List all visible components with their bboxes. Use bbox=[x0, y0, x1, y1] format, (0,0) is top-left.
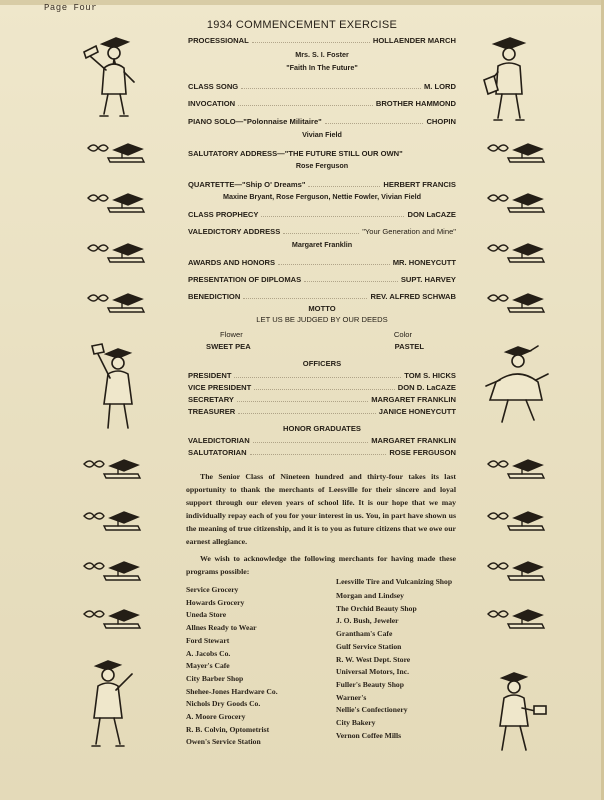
merchant-name: R. W. West Dept. Store bbox=[336, 654, 411, 664]
cap-and-diploma-icon bbox=[484, 140, 548, 166]
honor-heading: HONOR GRADUATES bbox=[283, 424, 361, 433]
roster-row bbox=[188, 407, 456, 417]
merchant-name: Warner's bbox=[336, 692, 367, 702]
roster-row bbox=[188, 371, 456, 381]
merchant-name: The Orchid Beauty Shop bbox=[336, 603, 417, 613]
program-item: PROCESSIONAL HOLLAENDER MARCH bbox=[188, 36, 456, 45]
page-title: 1934 COMMENCEMENT EXERCISE bbox=[206, 19, 398, 31]
merchant-name: A. Jacobs Co. bbox=[186, 648, 231, 658]
merchant-name: Universal Motors, Inc. bbox=[336, 667, 409, 677]
performer: Maxine Bryant, Rose Ferguson, Nettie Fowler, Vivian Field bbox=[223, 192, 421, 201]
motto-text: LET US BE JUDGED BY OUR DEEDS bbox=[256, 315, 388, 324]
graduate-waving-icon bbox=[88, 340, 144, 436]
cap-and-diploma-icon bbox=[484, 456, 548, 482]
cap-and-diploma-icon bbox=[80, 456, 144, 482]
cap-and-diploma-icon bbox=[484, 190, 548, 216]
graduate-with-scroll-icon bbox=[486, 666, 550, 756]
cap-and-diploma-icon bbox=[484, 606, 548, 632]
color-label: Color bbox=[393, 330, 412, 339]
program-item: CLASS SONG M. LORD bbox=[188, 82, 456, 91]
cap-and-diploma-icon bbox=[484, 558, 548, 584]
cap-and-diploma-icon bbox=[84, 290, 148, 316]
officers-list bbox=[188, 371, 456, 417]
cap-and-diploma-icon bbox=[84, 240, 148, 266]
merchant-name: Leesville Tire and Vulcanizing Shop bbox=[336, 577, 453, 586]
cap-and-diploma-icon bbox=[484, 508, 548, 534]
merchant-name: Owen's Service Station bbox=[186, 737, 261, 747]
flower-value: SWEET PEA bbox=[206, 342, 251, 351]
program-item: QUARTETTE—"Ship O' Dreams" HERBERT FRANCIS bbox=[188, 180, 456, 189]
merchant-name: Morgan and Lindsey bbox=[336, 591, 404, 600]
cap-and-diploma-icon bbox=[80, 606, 144, 632]
performer: Mrs. S. I. Foster bbox=[295, 50, 349, 59]
merchant-name: Service Grocery bbox=[186, 585, 239, 594]
cap-and-diploma-icon bbox=[484, 290, 548, 316]
roster-name: TOM S. HICKS bbox=[404, 371, 456, 380]
program-item: PIANO SOLO—"Polonnaise Militaire" CHOPIN bbox=[188, 117, 456, 126]
merchant-name: Shehee-Jones Hardware Co. bbox=[186, 686, 278, 696]
program-listing bbox=[188, 36, 456, 458]
roster-row bbox=[188, 448, 456, 458]
merchant-name: Uneda Store bbox=[186, 610, 227, 620]
page-label: Page Four bbox=[44, 3, 98, 13]
cap-and-diploma-icon bbox=[84, 140, 148, 166]
performer: Margaret Franklin bbox=[291, 240, 353, 249]
merchant-name: Howards Grocery bbox=[186, 597, 245, 607]
cap-and-diploma-icon bbox=[80, 508, 144, 534]
motto-heading: MOTTO bbox=[308, 304, 336, 313]
program-item: VALEDICTORY ADDRESS "Your Generation and Mine" bbox=[188, 227, 456, 236]
flower-color-labels bbox=[188, 330, 456, 340]
roster-role: SECRETARY bbox=[188, 395, 234, 404]
merchant-name: Ford Stewart bbox=[186, 635, 230, 645]
roster-name: MARGARET FRANKLIN bbox=[371, 395, 456, 404]
graduate-reading-icon bbox=[480, 32, 538, 128]
merchants-left-column bbox=[186, 584, 331, 749]
roster-name: JANICE HONEYCUTT bbox=[378, 407, 456, 416]
cap-and-diploma-icon bbox=[484, 240, 548, 266]
merchants-right-column bbox=[336, 577, 461, 742]
thanks-paragraph: The Senior Class of Nineteen hundred and thirty-four takes its last opportunity to thank the merchants of Leesville for their sincere and loyal support through our eleven years of school life. It is our hope that we may individually repay each of you for your interest in us. You, in part have shown us the meaning of true citizenship, and it is to you as future citizens that we owe our earnest allegiance. bbox=[186, 472, 456, 546]
merchant-name: City Barber Shop bbox=[186, 673, 244, 683]
program-item: AWARDS AND HONORS MR. HONEYCUTT bbox=[188, 258, 456, 267]
graduate-pointing-icon bbox=[84, 654, 144, 758]
color-value: PASTEL bbox=[394, 342, 424, 351]
merchant-name: City Bakery bbox=[336, 718, 376, 728]
roster-name: ROSE FERGUSON bbox=[389, 448, 456, 457]
graduate-dancing-icon bbox=[480, 342, 552, 428]
subtitle: "Faith In The Future" bbox=[286, 63, 358, 72]
merchant-name: Allnes Ready to Wear bbox=[186, 623, 257, 633]
program-item: PRESENTATION OF DIPLOMAS SUPT. HARVEY bbox=[188, 275, 456, 284]
merchant-name: Gulf Service Station bbox=[336, 641, 402, 651]
program-item: BENEDICTION REV. ALFRED SCHWAB bbox=[188, 292, 456, 301]
merchant-name: Nichols Dry Goods Co. bbox=[186, 699, 261, 709]
merchant-name: Nellie's Confectionery bbox=[336, 705, 408, 715]
program-item: CLASS PROPHECY DON LaCAZE bbox=[188, 210, 456, 219]
merchant-name: Mayer's Cafe bbox=[186, 661, 230, 671]
roster-row bbox=[188, 395, 456, 405]
officers-heading: OFFICERS bbox=[302, 359, 342, 368]
roster-row bbox=[188, 383, 456, 393]
graduate-with-diploma-icon bbox=[80, 28, 144, 124]
acknowledge-paragraph: We wish to acknowledge the following merchants for having made these programs possible: bbox=[186, 554, 456, 576]
merchant-name: A. Moore Grocery bbox=[186, 712, 246, 722]
flower-label: Flower bbox=[220, 330, 243, 339]
roster-role: SALUTATORIAN bbox=[188, 448, 247, 457]
roster-row bbox=[188, 436, 456, 446]
cap-and-diploma-icon bbox=[84, 190, 148, 216]
flower-color-values bbox=[188, 342, 456, 352]
merchant-name: Grantham's Cafe bbox=[336, 629, 393, 639]
merchant-name: Vernon Coffee Mills bbox=[336, 730, 402, 740]
performer: Rose Ferguson bbox=[295, 161, 349, 170]
merchant-name: J. O. Bush, Jeweler bbox=[336, 616, 399, 626]
roster-role: PRESIDENT bbox=[188, 371, 232, 380]
roster-role: TREASURER bbox=[188, 407, 236, 416]
roster-name: MARGARET FRANKLIN bbox=[371, 436, 456, 445]
roster-role: VICE PRESIDENT bbox=[188, 383, 252, 392]
cap-and-diploma-icon bbox=[80, 558, 144, 584]
performer: Vivian Field bbox=[302, 130, 342, 139]
roster-role: VALEDICTORIAN bbox=[188, 436, 250, 445]
roster-name: DON D. LaCAZE bbox=[397, 383, 456, 392]
program-item: SALUTATORY ADDRESS—"THE FUTURE STILL OUR OWN" bbox=[188, 149, 403, 158]
merchant-name: Fuller's Beauty Shop bbox=[336, 679, 404, 689]
honor-list bbox=[188, 436, 456, 458]
program-item: INVOCATION BROTHER HAMMOND bbox=[188, 99, 456, 108]
merchant-name: R. B. Colvin, Optometrist bbox=[186, 724, 270, 734]
